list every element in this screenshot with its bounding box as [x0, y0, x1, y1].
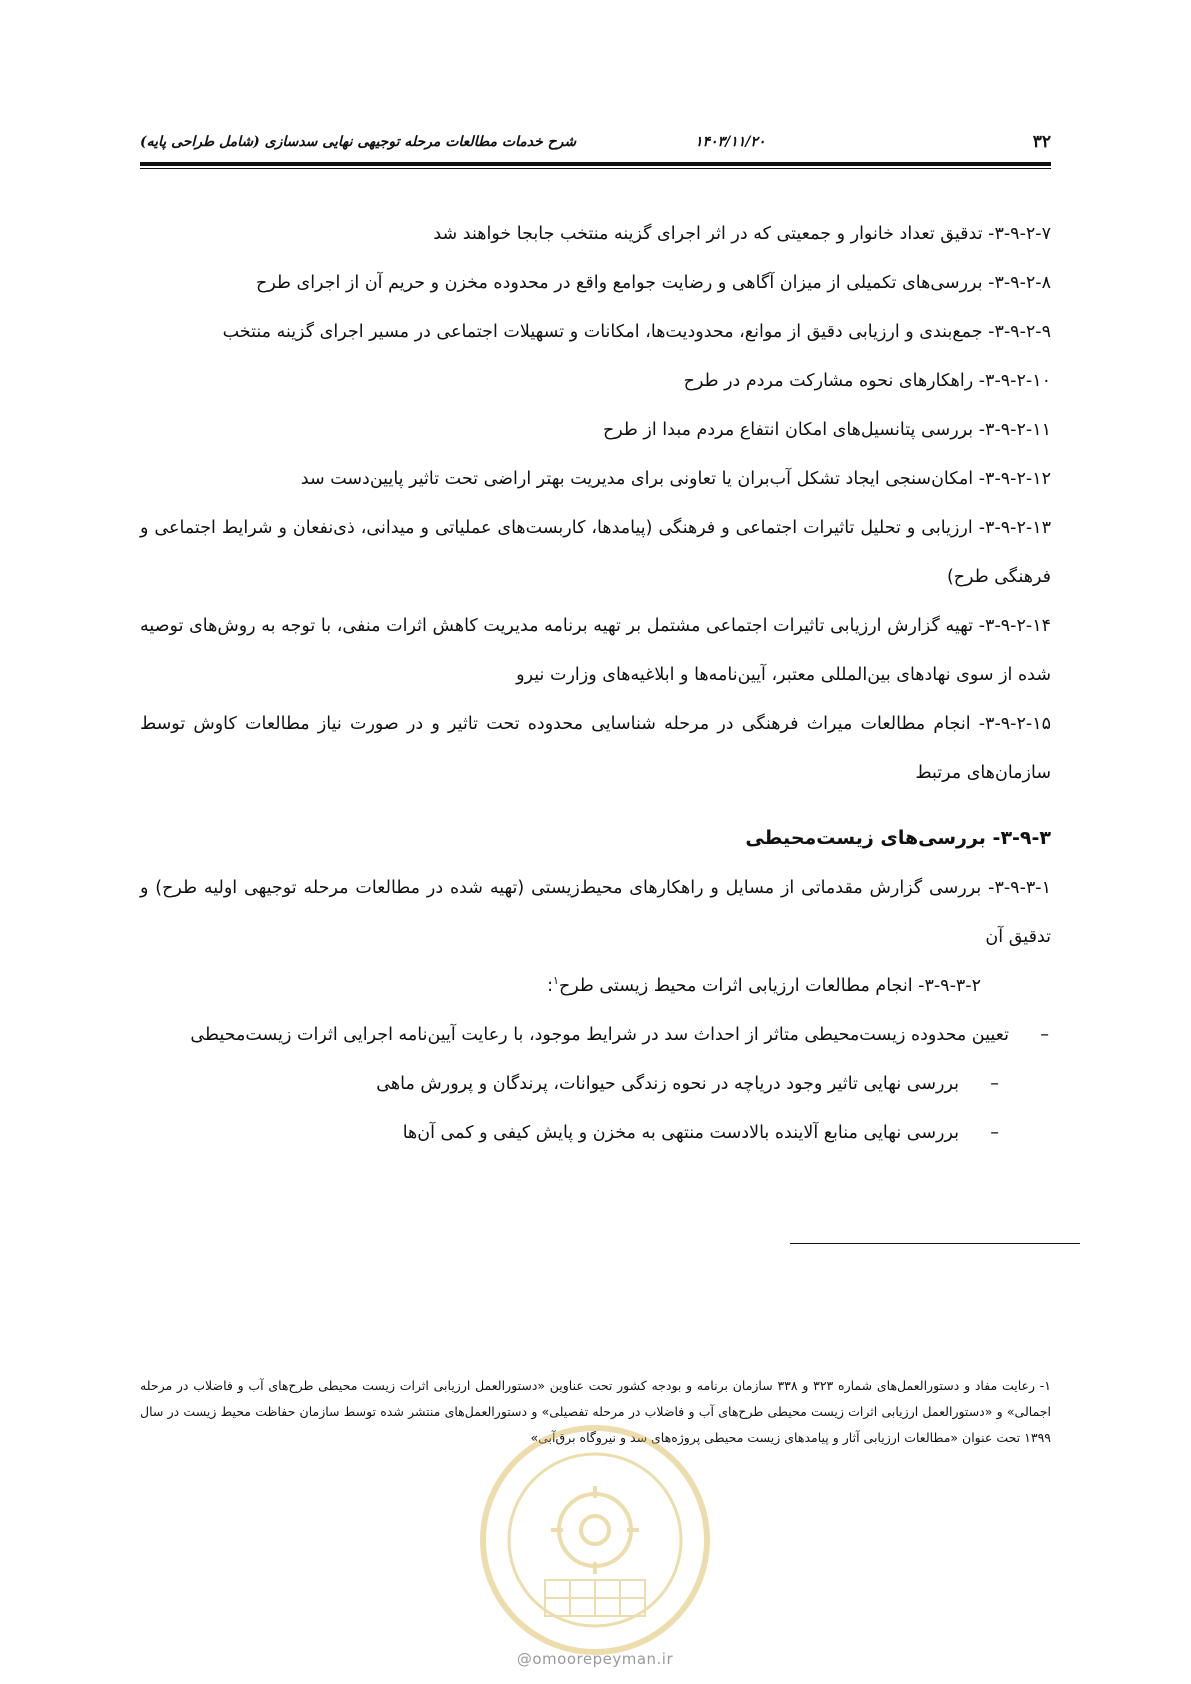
paragraph-3-9-2-13: ۳-۹-۲-۱۳- ارزیابی و تحلیل تاثیرات اجتماعی و فرهنگی (پیامدها، کاربست‌های عملیاتی و میدانی، ذی‌نفعان و شرایط اجتماعی و فرهنگی طرح)	[140, 518, 1051, 587]
header-rule	[140, 162, 1051, 169]
bullet-item	[140, 1109, 1051, 1158]
paragraph-3-9-3-1: ۳-۹-۳-۱- بررسی گزارش مقدماتی از مسایل و راهکارهای محیط‌زیستی (تهیه شده در مطالعات مرحله توجیهی اولیه طرح) و تدقیق آن	[140, 878, 1051, 947]
footnote-rule	[790, 1243, 1080, 1244]
paragraph-3-9-3-2-text: ۳-۹-۳-۲- انجام مطالعات ارزیابی اثرات محیط زیستی طرح	[558, 976, 981, 996]
bullet-item	[140, 1011, 1051, 1060]
paragraph-3-9-3-2-colon: :	[547, 976, 554, 996]
section-heading-3-9-3: ۳-۹-۳- بررسی‌های زیست‌محیطی	[745, 827, 1051, 849]
bullet-text: تعیین محدوده زیست‌محیطی متاثر از احداث سد در شرایط موجود، با رعایت آیین‌نامه اجرایی اثرات زیست‌محیطی	[190, 1025, 1009, 1045]
page-header	[140, 128, 1051, 162]
bullet-dash: –	[990, 1074, 999, 1094]
paragraph-3-9-2-9: ۳-۹-۲-۹- جمع‌بندی و ارزیابی دقیق از موانع، محدودیت‌ها، امکانات و تسهیلات اجتماعی در مسیر اجرای گزینه منتخب	[222, 322, 1051, 342]
at-sign-icon: @	[516, 1650, 533, 1668]
seal-outer-ring	[483, 1428, 707, 1652]
paragraph-3-9-2-10: ۳-۹-۲-۱۰- راهکارهای نحوه مشارکت مردم در طرح	[683, 371, 1051, 391]
paragraph-3-9-2-11: ۳-۹-۲-۱۱- بررسی پتانسیل‌های امکان انتفاع مردم مبدا از طرح	[602, 420, 1051, 440]
footnote: ۱- رعایت مفاد و دستورالعمل‌های شماره ۳۲۳ و ۳۳۸ سازمان برنامه و بودجه کشور تحت عناوین «دستورالعمل ارزیابی اثرات زیست محیطی طرح‌های آب و فاضلاب در مرحله اجمالی» و «دستورالعمل ارزیابی اثرات زیست محیطی طرح‌های آب و فاضلاب در مرحله تفصیلی» و دستورالعمل‌های منتشر شده توسط سازمان حفاظت محیط زیست در سال ۱۳۹۹ تحت عنوان «مطالعات ارزیابی آثار و پیامدهای زیست محیطی پروژه‌های سد و نیروگاه برق‌آبی»	[140, 1377, 1051, 1445]
bullet-item	[140, 1060, 1051, 1109]
bullet-dash: –	[990, 1123, 999, 1143]
header-title: شرح خدمات مطالعات مرحله توجیهی نهایی سدسازی (شامل طراحی پایه)	[140, 134, 577, 150]
bullet-text: بررسی نهایی تاثیر وجود دریاچه در نحوه زندگی حیوانات، پرندگان و پرورش ماهی	[376, 1074, 959, 1094]
page-number: ۳۲	[1032, 132, 1051, 152]
footnote-reference[interactable]: ۱	[553, 974, 559, 988]
seal-grid-icon	[545, 1580, 645, 1616]
header-date: ۱۴۰۳/۱۱/۲۰	[695, 134, 766, 150]
watermark-url-text: omoorepeyman.ir	[532, 1650, 674, 1668]
paragraph-3-9-3-2	[140, 962, 1051, 1011]
bullet-dash: –	[1040, 1025, 1049, 1045]
paragraph-3-9-2-15: ۳-۹-۲-۱۵- انجام مطالعات میراث فرهنگی در مرحله شناسایی محدوده تحت تاثیر و در صورت نیاز مطالعات کاوش توسط سازمان‌های مرتبط	[140, 714, 1051, 783]
watermark-seal	[475, 1420, 715, 1660]
paragraph-3-9-2-8: ۳-۹-۲-۸- بررسی‌های تکمیلی از میزان آگاهی و رضایت جوامع واقع در محدوده مخزن و حریم آن از اجرای طرح	[256, 273, 1051, 293]
watermark-url	[420, 1650, 770, 1668]
paragraph-3-9-2-7: ۳-۹-۲-۷- تدقیق تعداد خانوار و جمعیتی که در اثر اجرای گزینه منتخب جابجا خواهند شد	[433, 224, 1051, 244]
paragraph-3-9-2-12: ۳-۹-۲-۱۲- امکان‌سنجی ایجاد تشکل آب‌بران یا تعاونی برای مدیریت بهتر اراضی تحت تاثیر پایین‌دست سد	[300, 469, 1051, 489]
bullet-text: بررسی نهایی منابع آلاینده بالادست منتهی به مخزن و پایش کیفی و کمی آن‌ها	[402, 1123, 959, 1143]
paragraph-3-9-2-14: ۳-۹-۲-۱۴- تهیه گزارش ارزیابی تاثیرات اجتماعی مشتمل بر تهیه برنامه مدیریت کاهش اثرات منفی، با توجه به روش‌های توصیه شده از سوی نهادهای بین‌المللی معتبر، آیین‌نامه‌ها و ابلاغیه‌های وزارت نیرو	[140, 616, 1051, 685]
seal-gear-icon	[551, 1486, 639, 1574]
document-body	[140, 210, 1051, 1158]
